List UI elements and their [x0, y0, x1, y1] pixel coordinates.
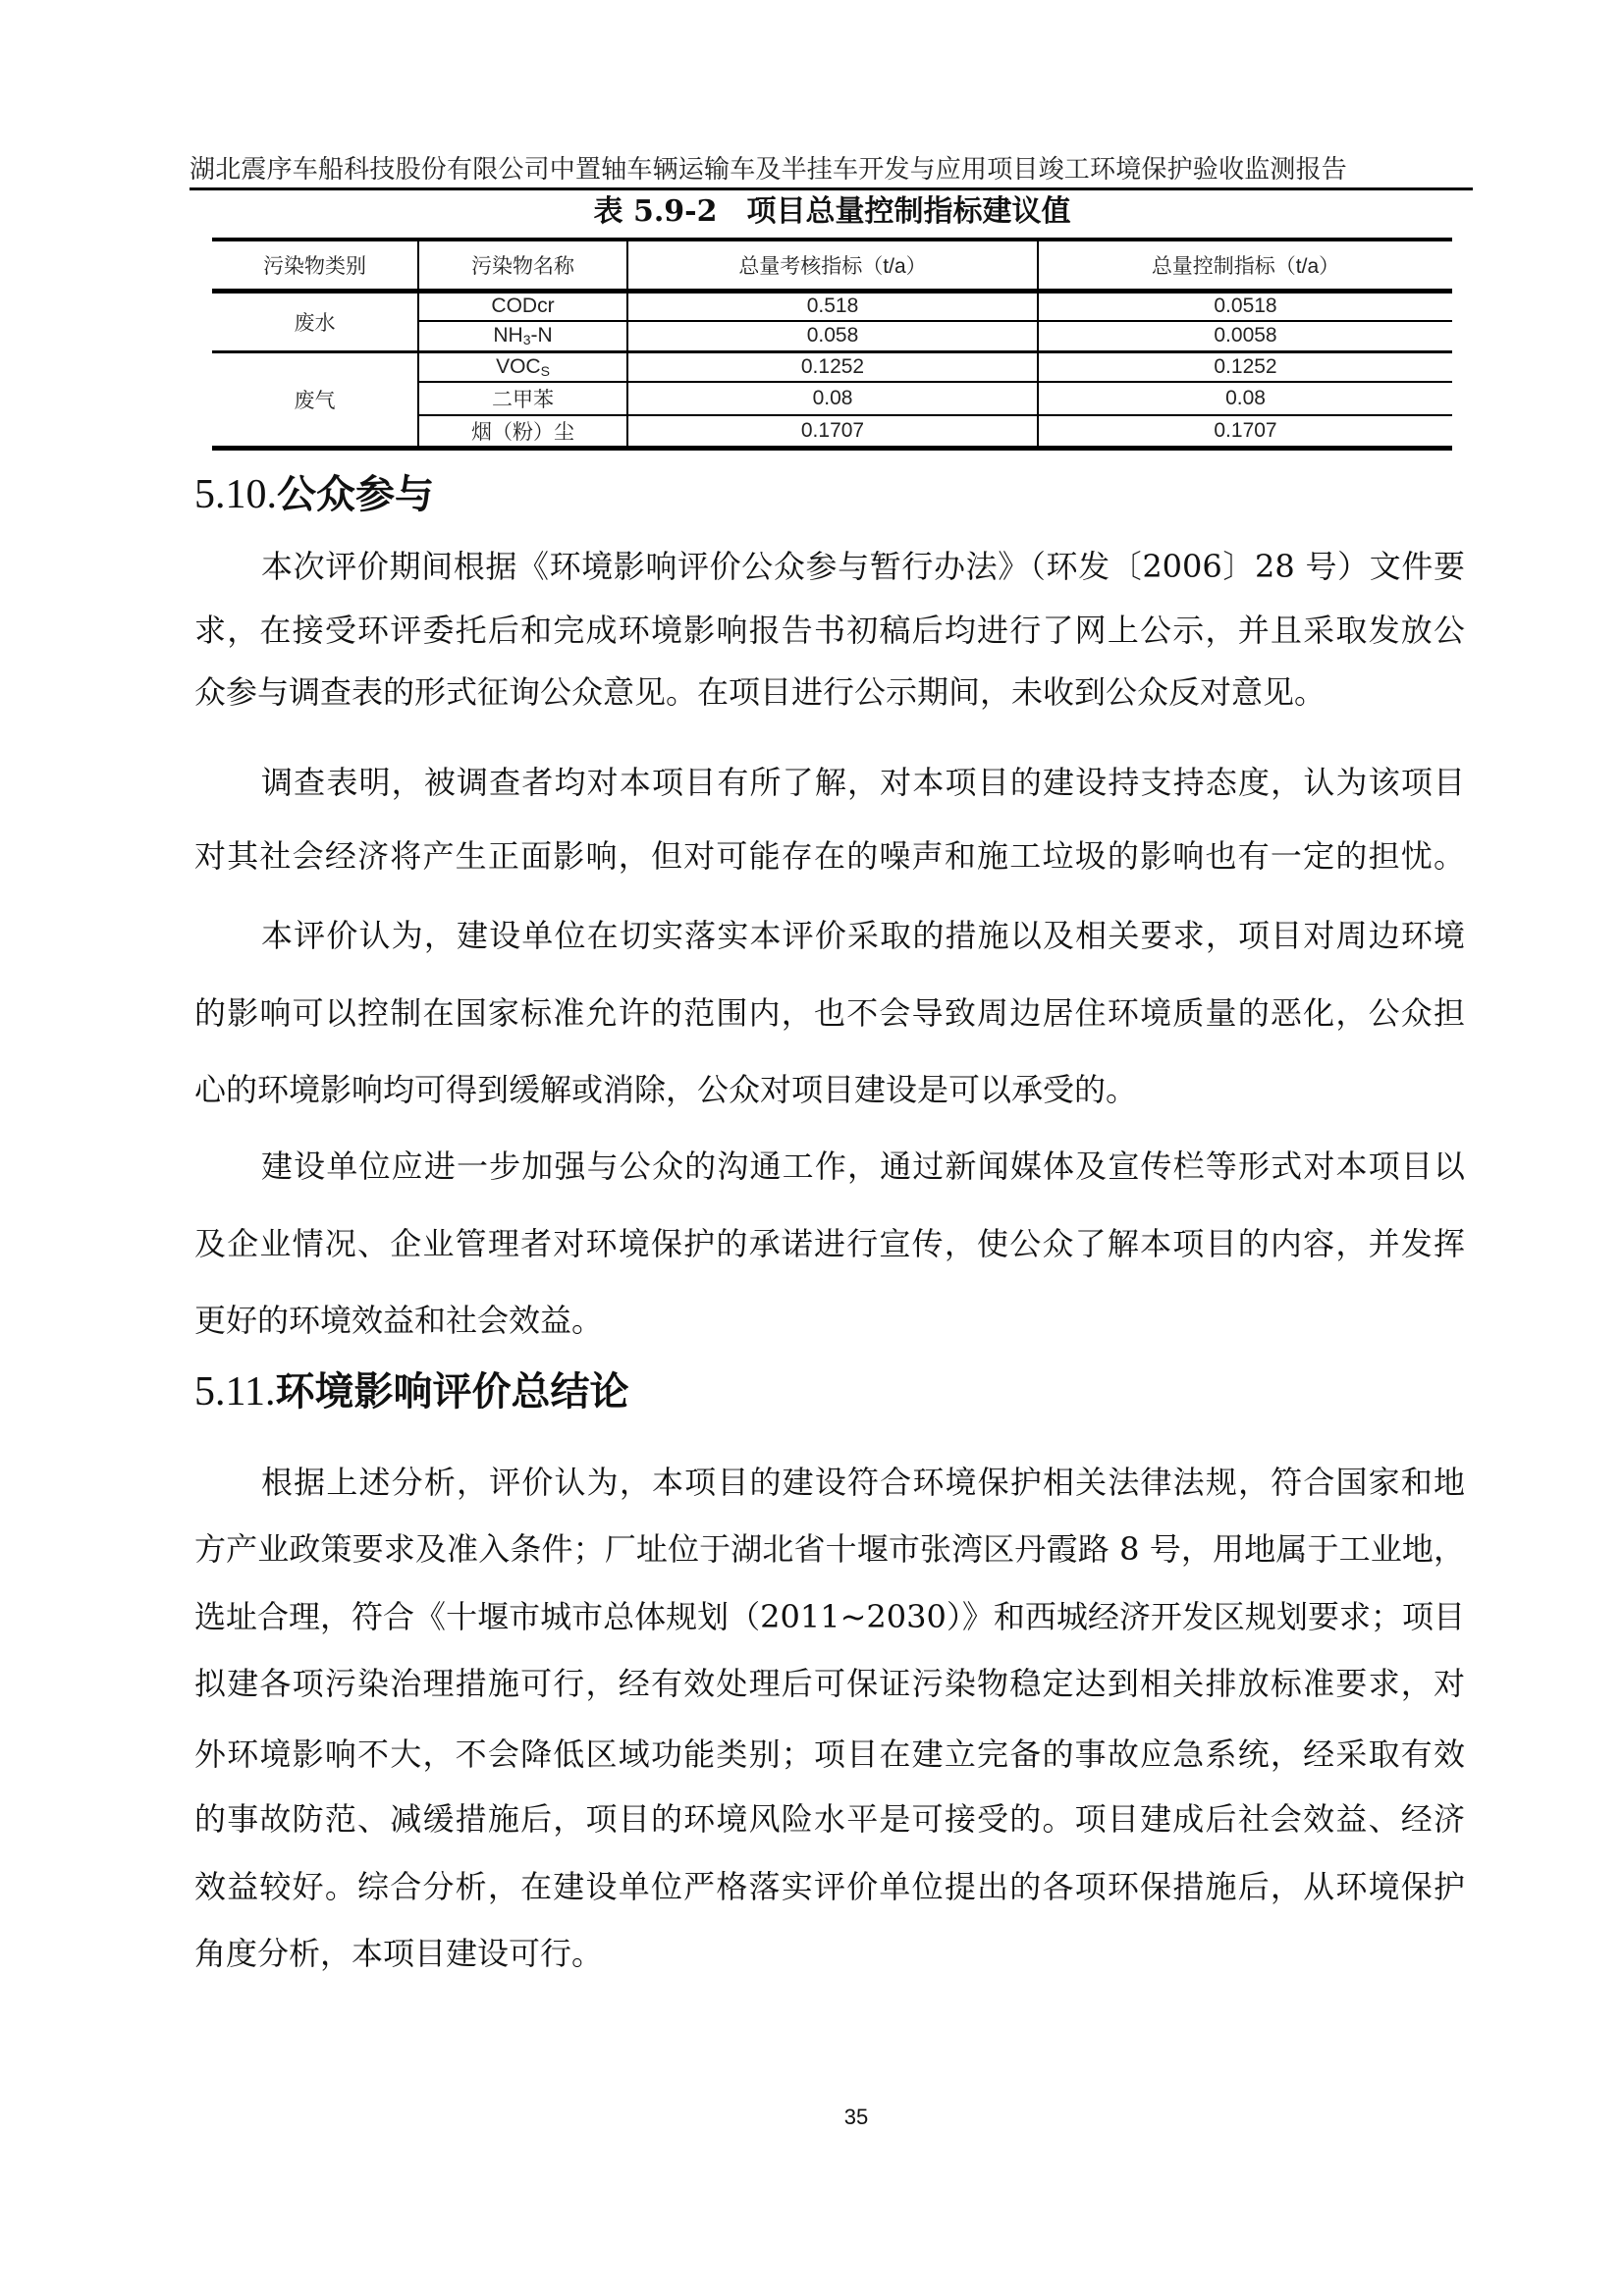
- table-row: [212, 351, 1452, 382]
- pollutant-name: CODcr: [418, 291, 627, 321]
- category-cell-wastewater: 废水: [212, 291, 418, 351]
- page-number: 35: [843, 2105, 869, 2129]
- paragraph-line: 及企业情况、企业管理者对环境保护的承诺进行宣传，使公众了解本项目的内容，并发挥: [194, 1225, 1465, 1262]
- column-header-control: 总量控制指标（t/a）: [1038, 240, 1452, 291]
- paragraph-line: 对其社会经济将产生正面影响，但对可能存在的噪声和施工垃圾的影响也有一定的担忧。: [194, 837, 1465, 875]
- paragraph-line: 本次评价期间根据《环境影响评价公众参与暂行办法》（环发〔2006〕28 号）文件要: [261, 548, 1465, 585]
- pollutant-name-main: NH: [493, 324, 523, 347]
- pollutant-name-tail: -N: [530, 324, 553, 347]
- pollutant-name: 烟（粉）尘: [418, 415, 627, 449]
- control-value: 0.1707: [1038, 415, 1452, 449]
- table-header-row: [212, 240, 1452, 291]
- control-value: 0.0518: [1038, 291, 1452, 321]
- table-caption: 表 5.9-2 项目总量控制指标建议值: [593, 194, 1071, 229]
- paragraph-line: 众参与调查表的形式征询公众意见。在项目进行公示期间，未收到公众反对意见。: [194, 673, 1326, 711]
- column-header-category: 污染物类别: [212, 240, 418, 291]
- paragraph-line: 拟建各项污染治理措施可行，经有效处理后可保证污染物稳定达到相关排放标准要求，对: [194, 1665, 1465, 1702]
- assess-value: 0.058: [627, 321, 1038, 351]
- control-value: 0.08: [1038, 382, 1452, 415]
- paragraph-line: 心的环境影响均可得到缓解或消除，公众对项目建设是可以承受的。: [194, 1071, 1138, 1108]
- pollutant-name: [418, 351, 627, 382]
- paragraph-line: 选址合理，符合《十堰市城市总体规划（2011~2030）》和西城经济开发区规划要求；项目: [194, 1598, 1465, 1635]
- paragraph-line: 求，在接受环评委托后和完成环境影响报告书初稿后均进行了网上公示，并且采取发放公: [194, 612, 1465, 649]
- section-heading-5-11: [194, 1368, 628, 1415]
- pollutant-control-table: [212, 238, 1452, 451]
- category-cell-exhaust-gas: 废气: [212, 351, 418, 449]
- header-divider: [189, 187, 1473, 190]
- pollutant-name: [418, 321, 627, 351]
- paragraph-line: 的影响可以控制在国家标准允许的范围内，也不会导致周边居住环境质量的恶化，公众担: [194, 994, 1465, 1032]
- control-value: 0.0058: [1038, 321, 1452, 351]
- assess-value: 0.08: [627, 382, 1038, 415]
- assess-value: 0.1252: [627, 351, 1038, 382]
- paragraph-line: 的事故防范、减缓措施后，项目的环境风险水平是可接受的。项目建成后社会效益、经济: [194, 1800, 1465, 1838]
- section-heading-5-10: [194, 471, 434, 518]
- paragraph-line: 方产业政策要求及准入条件；厂址位于湖北省十堰市张湾区丹霞路 8 号，用地属于工业地，: [194, 1530, 1465, 1568]
- running-header: 湖北震序车船科技股份有限公司中置轴车辆运输车及半挂车开发与应用项目竣工环境保护验收监测报告: [189, 154, 1348, 184]
- column-header-name: 污染物名称: [418, 240, 627, 291]
- section-number: 5.11.: [194, 1369, 276, 1415]
- assess-value: 0.1707: [627, 415, 1038, 449]
- control-value: 0.1252: [1038, 351, 1452, 382]
- assess-value: 0.518: [627, 291, 1038, 321]
- paragraph-line: 根据上述分析，评价认为，本项目的建设符合环境保护相关法律法规，符合国家和地: [261, 1464, 1465, 1501]
- paragraph-line: 调查表明，被调查者均对本项目有所了解，对本项目的建设持支持态度，认为该项目: [261, 764, 1465, 801]
- paragraph-line: 本评价认为，建设单位在切实落实本评价采取的措施以及相关要求，项目对周边环境: [261, 917, 1465, 954]
- pollutant-name-main: VOC: [496, 354, 541, 378]
- section-title: 环境影响评价总结论: [275, 1368, 629, 1415]
- pollutant-name: 二甲苯: [418, 382, 627, 415]
- pollutant-name-subscript: 3: [522, 332, 531, 348]
- column-header-assess: 总量考核指标（t/a）: [627, 240, 1038, 291]
- paragraph-line: 外环境影响不大，不会降低区域功能类别；项目在建立完备的事故应急系统，经采取有效: [194, 1735, 1465, 1773]
- paragraph-line: 角度分析，本项目建设可行。: [194, 1935, 604, 1972]
- paragraph-line: 建设单位应进一步加强与公众的沟通工作，通过新闻媒体及宣传栏等形式对本项目以: [261, 1148, 1465, 1185]
- paragraph-line: 更好的环境效益和社会效益。: [194, 1302, 604, 1339]
- paragraph-line: 效益较好。综合分析，在建设单位严格落实评价单位提出的各项环保措施后，从环境保护: [194, 1868, 1465, 1905]
- section-title: 公众参与: [277, 471, 434, 517]
- table-row: [212, 291, 1452, 321]
- section-number: 5.10.: [194, 472, 277, 517]
- pollutant-name-subscript: S: [540, 362, 550, 379]
